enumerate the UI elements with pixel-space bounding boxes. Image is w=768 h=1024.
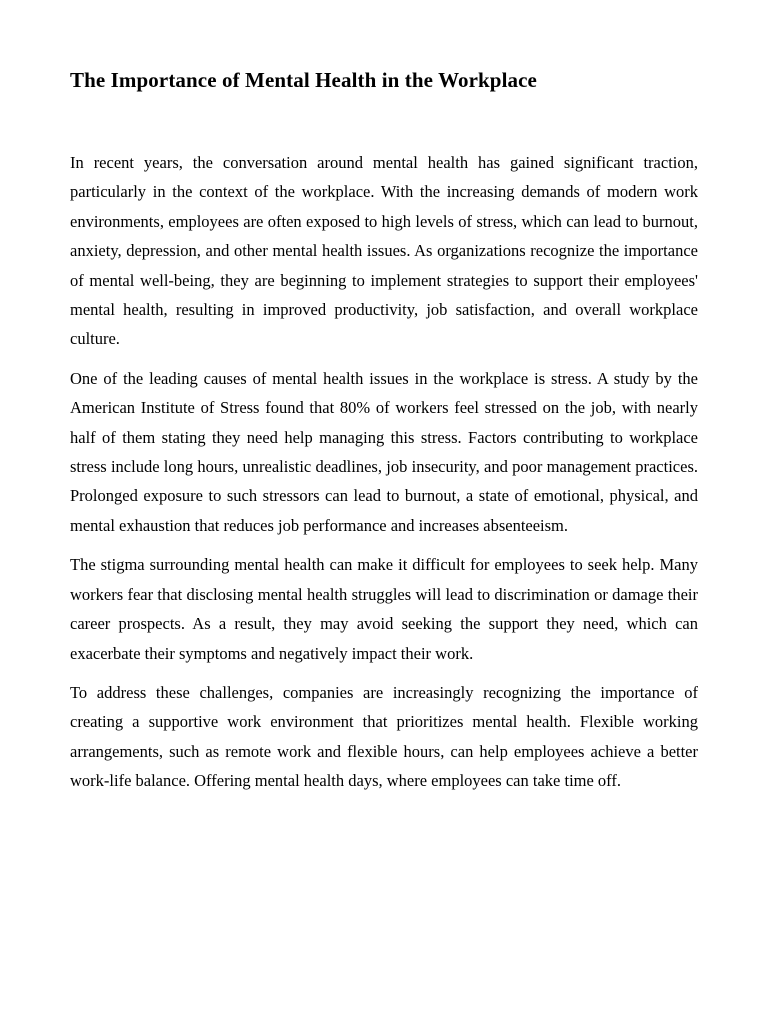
document-body — [70, 148, 698, 796]
paragraph-solutions: To address these challenges, companies are increasingly recognizing the importance of creating a supportive work environment that prioritizes mental health. Flexible working arrangements, such as remote work and flexible hours, can help employees achieve a better work-life balance. Offering mental health days, where employees can take time off. — [70, 682, 698, 791]
paragraph-intro: In recent years, the conversation around mental health has gained significant traction, particularly in the context of the workplace. With the increasing demands of modern work environments, employees are often exposed to high levels of stress, which can lead to burnout, anxiety, depression, and other mental health issues. As organizations recognize the importance of mental well-being, they are beginning to implement strategies to support their employees' mental health, resulting in improved productivity, job satisfaction, and overall workplace culture. — [70, 153, 698, 349]
paragraph-stigma: The stigma surrounding mental health can make it difficult for employees to seek help. Many workers fear that disclosing mental health struggles will lead to discrimination or damage their career prospects. As a result, they may avoid seeking the support they need, which can exacerbate their symptoms and negatively impact their work. — [70, 555, 698, 663]
document-title: The Importance of Mental Health in the Workplace — [70, 68, 537, 92]
paragraph-stress-causes: One of the leading causes of mental health issues in the workplace is stress. A study by the American Institute of Stress found that 80% of workers feel stressed on the job, with nearly half of them stating they need help managing this stress. Factors contributing to workplace stress include long hours, unrealistic deadlines, job insecurity, and poor management practices. Prolonged exposure to such stressors can lead to burnout, a state of emotional, physical, and mental exhaustion that reduces job performance and increases absenteeism. — [70, 368, 698, 535]
